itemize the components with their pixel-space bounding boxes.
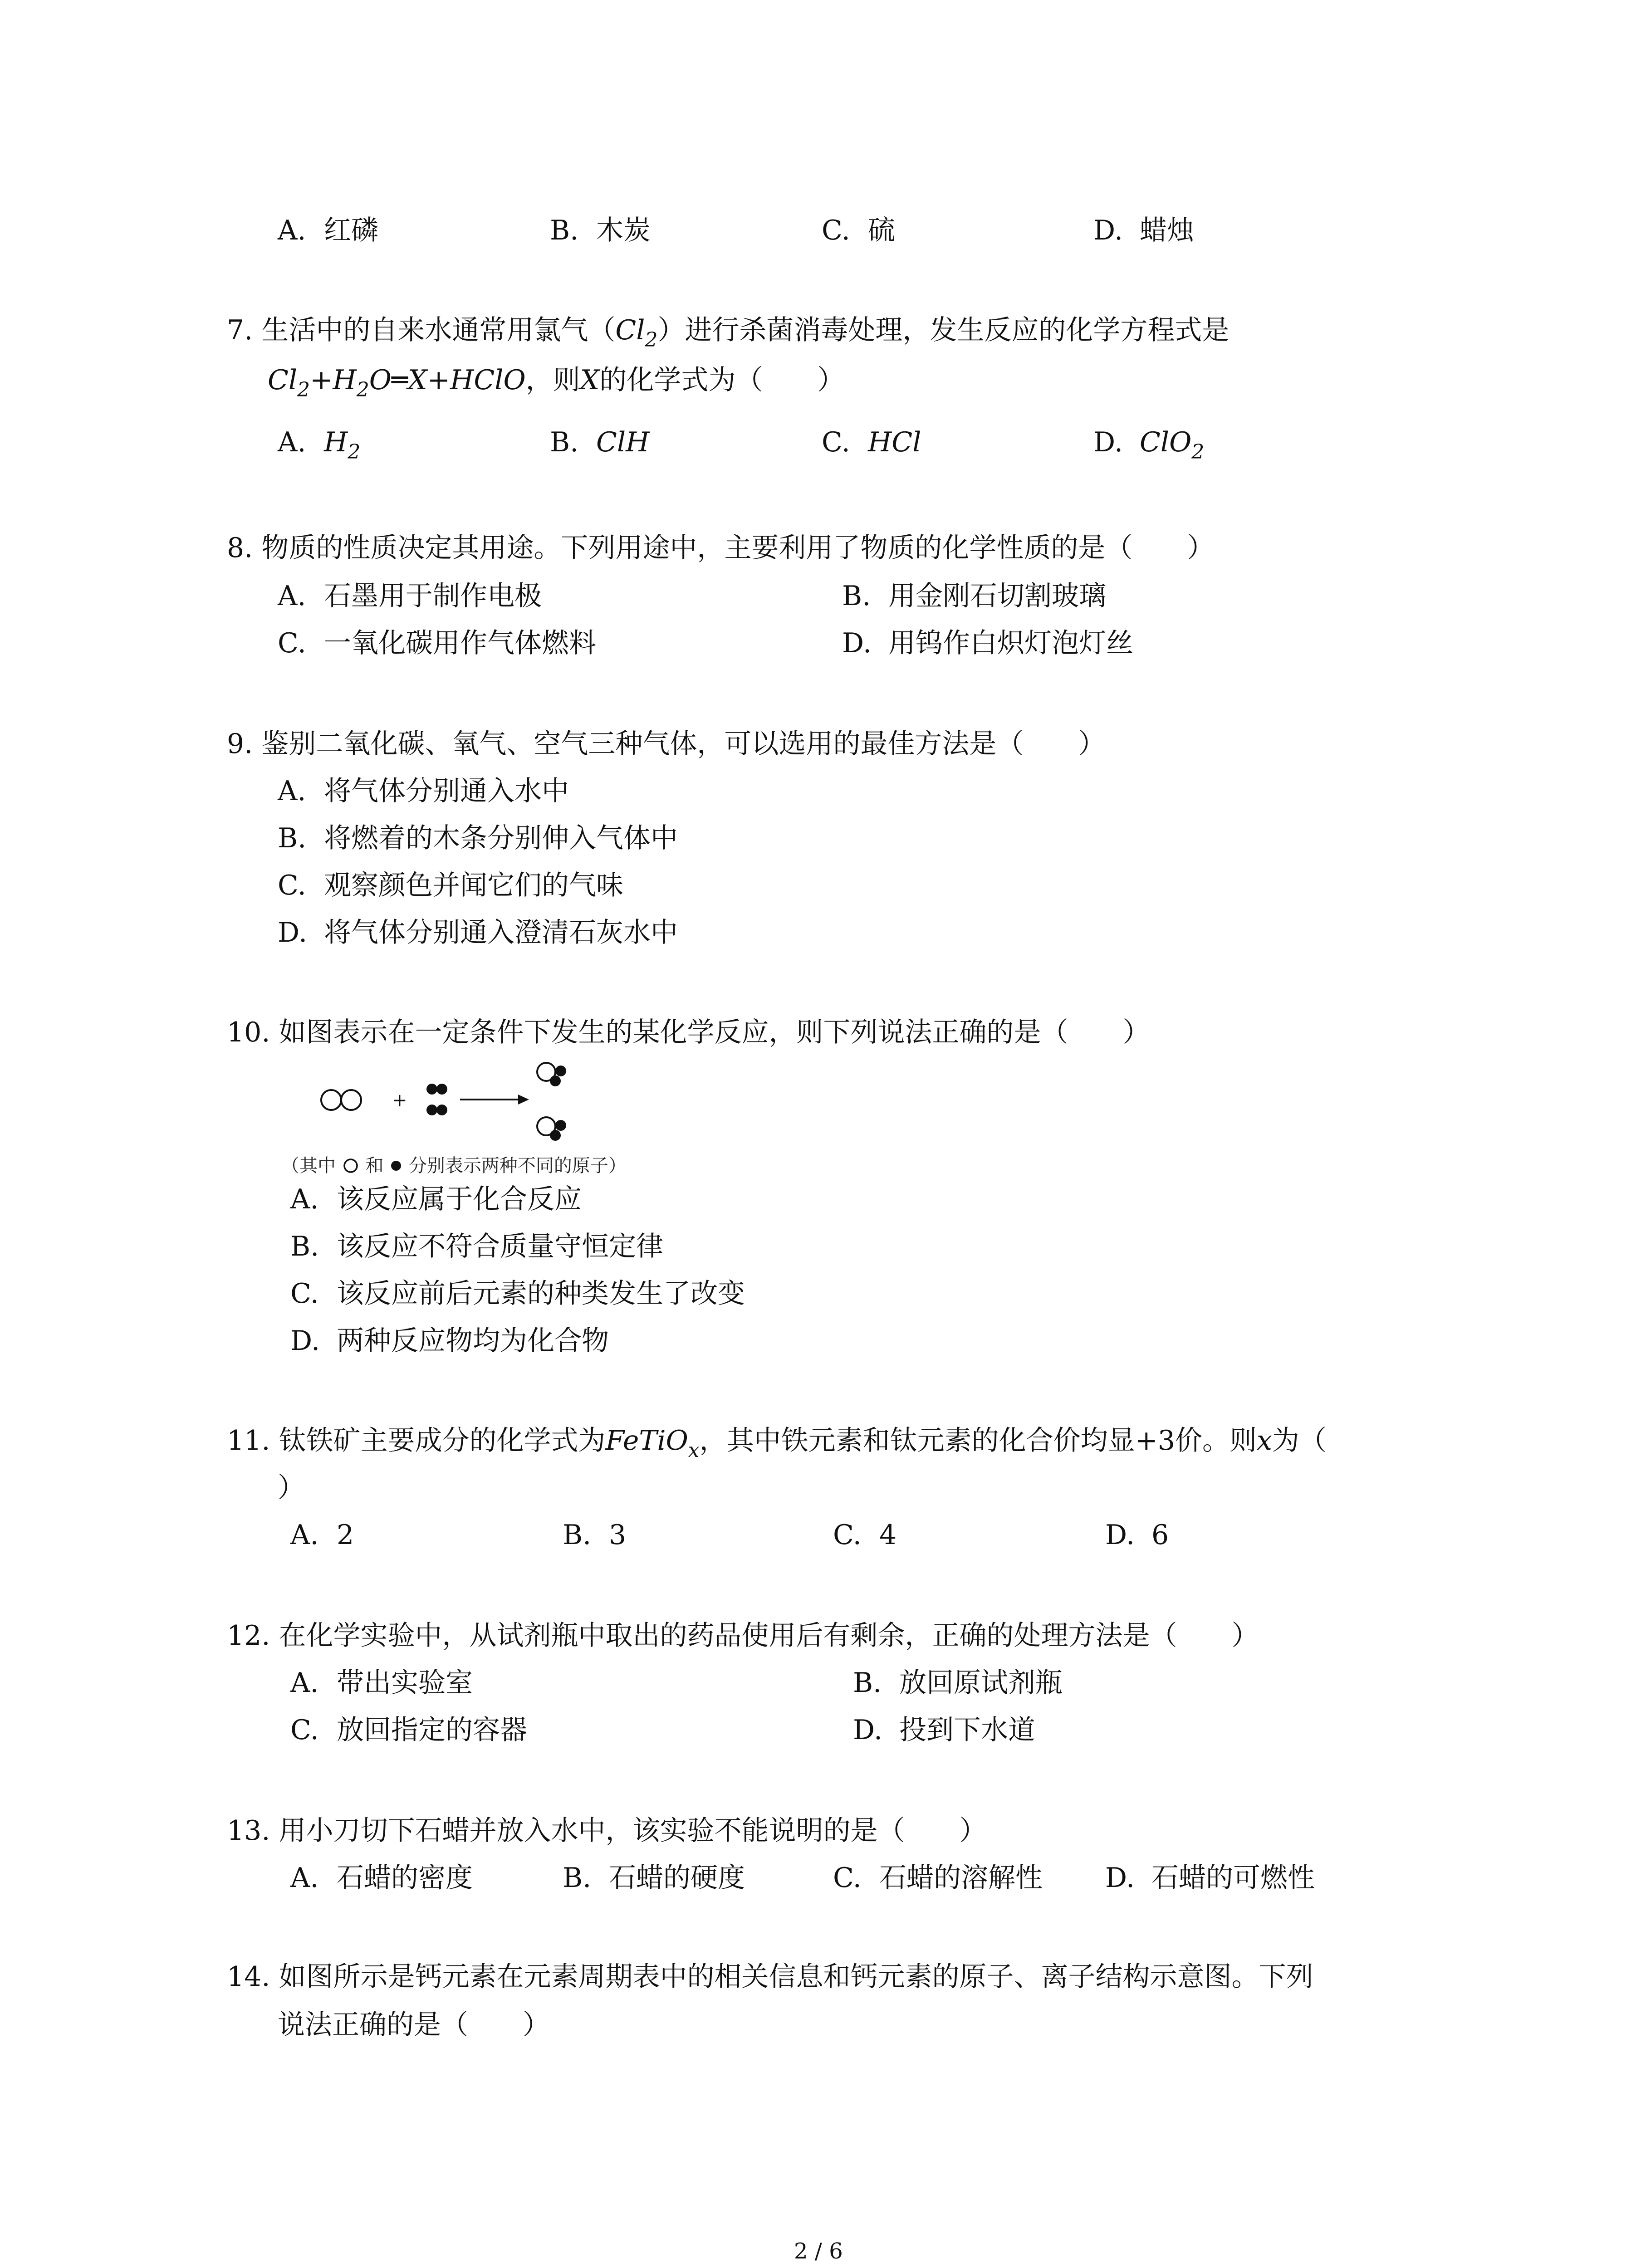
- page-number: 2 / 6: [794, 2239, 843, 2264]
- option-text: 用金刚石切割玻璃: [888, 580, 1106, 612]
- option-text: 该反应前后元素的种类发生了改变: [337, 1278, 745, 1310]
- formula-cl2: $Cl_2$: [615, 314, 658, 352]
- question-13-stem: 13. 用小刀切下石蜡并放入水中，该实验不能说明的是（ ）: [227, 1815, 987, 1847]
- option-label: A.: [278, 426, 306, 458]
- option-label: C.: [833, 1862, 862, 1894]
- option-label: C.: [822, 215, 850, 246]
- question-7-stem-line-1: 7. 生活中的自来水通常用氯气$(Cl_2)$进行杀菌消毒处理，发生反应的化学方程式是: [227, 314, 1230, 352]
- chemical-equation: $Cl_2+H_2O═X+HClO$: [268, 364, 526, 401]
- option-text: 放回指定的容器: [337, 1714, 527, 1746]
- option-label: A.: [290, 1519, 319, 1551]
- option-text: 一氧化碳用作气体燃料: [324, 627, 596, 659]
- option-label: C.: [278, 870, 306, 901]
- option-text: 将气体分别通入澄清石灰水中: [324, 917, 678, 948]
- option-text: 石墨用于制作电极: [324, 580, 542, 612]
- option-label: A.: [278, 775, 306, 807]
- option-text: 将燃着的木条分别伸入气体中: [324, 822, 678, 854]
- option-label: A.: [278, 580, 306, 612]
- option-text: 3: [609, 1519, 627, 1551]
- option-label: B.: [842, 580, 871, 612]
- option-label: A.: [290, 1667, 319, 1699]
- option-label: B.: [550, 426, 579, 458]
- option-label: B.: [550, 215, 579, 246]
- option-label: D.: [842, 627, 872, 659]
- question-8-stem: 8. 物质的性质决定其用途。下列用途中，主要利用了物质的化学性质的是（ ）: [227, 532, 1215, 564]
- product-molecule-1: [537, 1063, 566, 1086]
- option-label: C.: [290, 1278, 319, 1310]
- question-11-stem-cont: ）: [278, 1472, 305, 1504]
- white-atom-icon: [342, 1158, 360, 1173]
- question-7-stem-line-2: $Cl_2+H_2O═X+HClO$，则X的化学式为（ ）: [268, 364, 845, 401]
- option-formula: ClO$_2$: [1140, 426, 1205, 464]
- product-molecule-2: [537, 1117, 566, 1141]
- option-text: 2: [337, 1519, 354, 1551]
- option-text: 用钨作白炽灯泡灯丝: [888, 627, 1133, 659]
- option-text: 带出实验室: [337, 1667, 473, 1699]
- option-label: C.: [822, 426, 850, 458]
- option-text: 石蜡的溶解性: [879, 1862, 1043, 1894]
- reactant-molecule-black: [426, 1084, 447, 1115]
- option-label: D.: [1105, 1519, 1135, 1551]
- option-label: D.: [1093, 426, 1123, 458]
- option-text: 6: [1151, 1519, 1169, 1551]
- option-formula: ClH: [596, 426, 650, 458]
- question-12-stem: 12. 在化学实验中，从试剂瓶中取出的药品使用后有剩余，正确的处理方法是（ ）: [227, 1620, 1259, 1652]
- option-label: C.: [278, 627, 306, 659]
- option-text: 硫: [868, 215, 895, 246]
- option-label: A.: [278, 215, 306, 246]
- option-label: D.: [290, 1325, 320, 1357]
- option-text: 蜡烛: [1140, 215, 1194, 246]
- plus-sign: +: [392, 1090, 407, 1111]
- option-text: 4: [879, 1519, 897, 1551]
- question-14-stem-line-2: 说法正确的是（ ）: [278, 2009, 550, 2041]
- option-label: B.: [563, 1862, 592, 1894]
- option-text: 木炭: [596, 215, 651, 246]
- option-text: 该反应属于化合反应: [337, 1183, 582, 1215]
- option-label: D.: [853, 1714, 883, 1746]
- option-text: 红磷: [324, 215, 378, 246]
- option-text: 石蜡的可燃性: [1151, 1862, 1315, 1894]
- option-label: D.: [278, 917, 308, 948]
- option-text: 将气体分别通入水中: [324, 775, 569, 807]
- option-label: C.: [833, 1519, 862, 1551]
- option-label: B.: [278, 822, 307, 854]
- option-label: D.: [1105, 1862, 1135, 1894]
- option-text: 石蜡的硬度: [609, 1862, 745, 1894]
- option-formula: HCl: [868, 426, 921, 458]
- option-text: 观察颜色并闻它们的气味: [324, 870, 623, 901]
- option-label: B.: [290, 1231, 319, 1262]
- option-label: C.: [290, 1714, 319, 1746]
- option-text: 投到下水道: [899, 1714, 1035, 1746]
- option-text: 该反应不符合质量守恒定律: [337, 1231, 663, 1262]
- diagram-caption: （其中 和 分别表示两种不同的原子）: [281, 1155, 627, 1176]
- option-label: A.: [290, 1862, 319, 1894]
- option-label: B.: [563, 1519, 592, 1551]
- formula-fetiox: FeTiO$_x$: [605, 1425, 700, 1462]
- question-14-stem-line-1: 14. 如图所示是钙元素在元素周期表中的相关信息和钙元素的原子、离子结构示意图。下列: [227, 1961, 1313, 1993]
- option-text: 石蜡的密度: [337, 1862, 473, 1894]
- option-label: B.: [853, 1667, 882, 1699]
- question-10-stem: 10. 如图表示在一定条件下发生的某化学反应，则下列说法正确的是（ ）: [227, 1017, 1150, 1048]
- reaction-arrow: [460, 1095, 529, 1105]
- option-formula: $H_2$: [324, 426, 361, 464]
- question-9-stem: 9. 鉴别二氧化碳、氧气、空气三种气体，可以选用的最佳方法是（ ）: [227, 728, 1106, 760]
- black-atom-icon: [389, 1158, 403, 1173]
- option-text: 两种反应物均为化合物: [337, 1325, 609, 1357]
- reaction-diagram: [313, 1059, 658, 1150]
- question-number: 7.: [227, 314, 253, 346]
- question-11-stem: 11. 钛铁矿主要成分的化学式为FeTiO$_x$，其中铁元素和钛元素的化合价均显+3价。则x为（: [227, 1425, 1327, 1462]
- reactant-molecule-white: [321, 1090, 361, 1110]
- option-label: A.: [290, 1183, 319, 1215]
- option-text: 放回原试剂瓶: [899, 1667, 1063, 1699]
- option-label: D.: [1093, 215, 1123, 246]
